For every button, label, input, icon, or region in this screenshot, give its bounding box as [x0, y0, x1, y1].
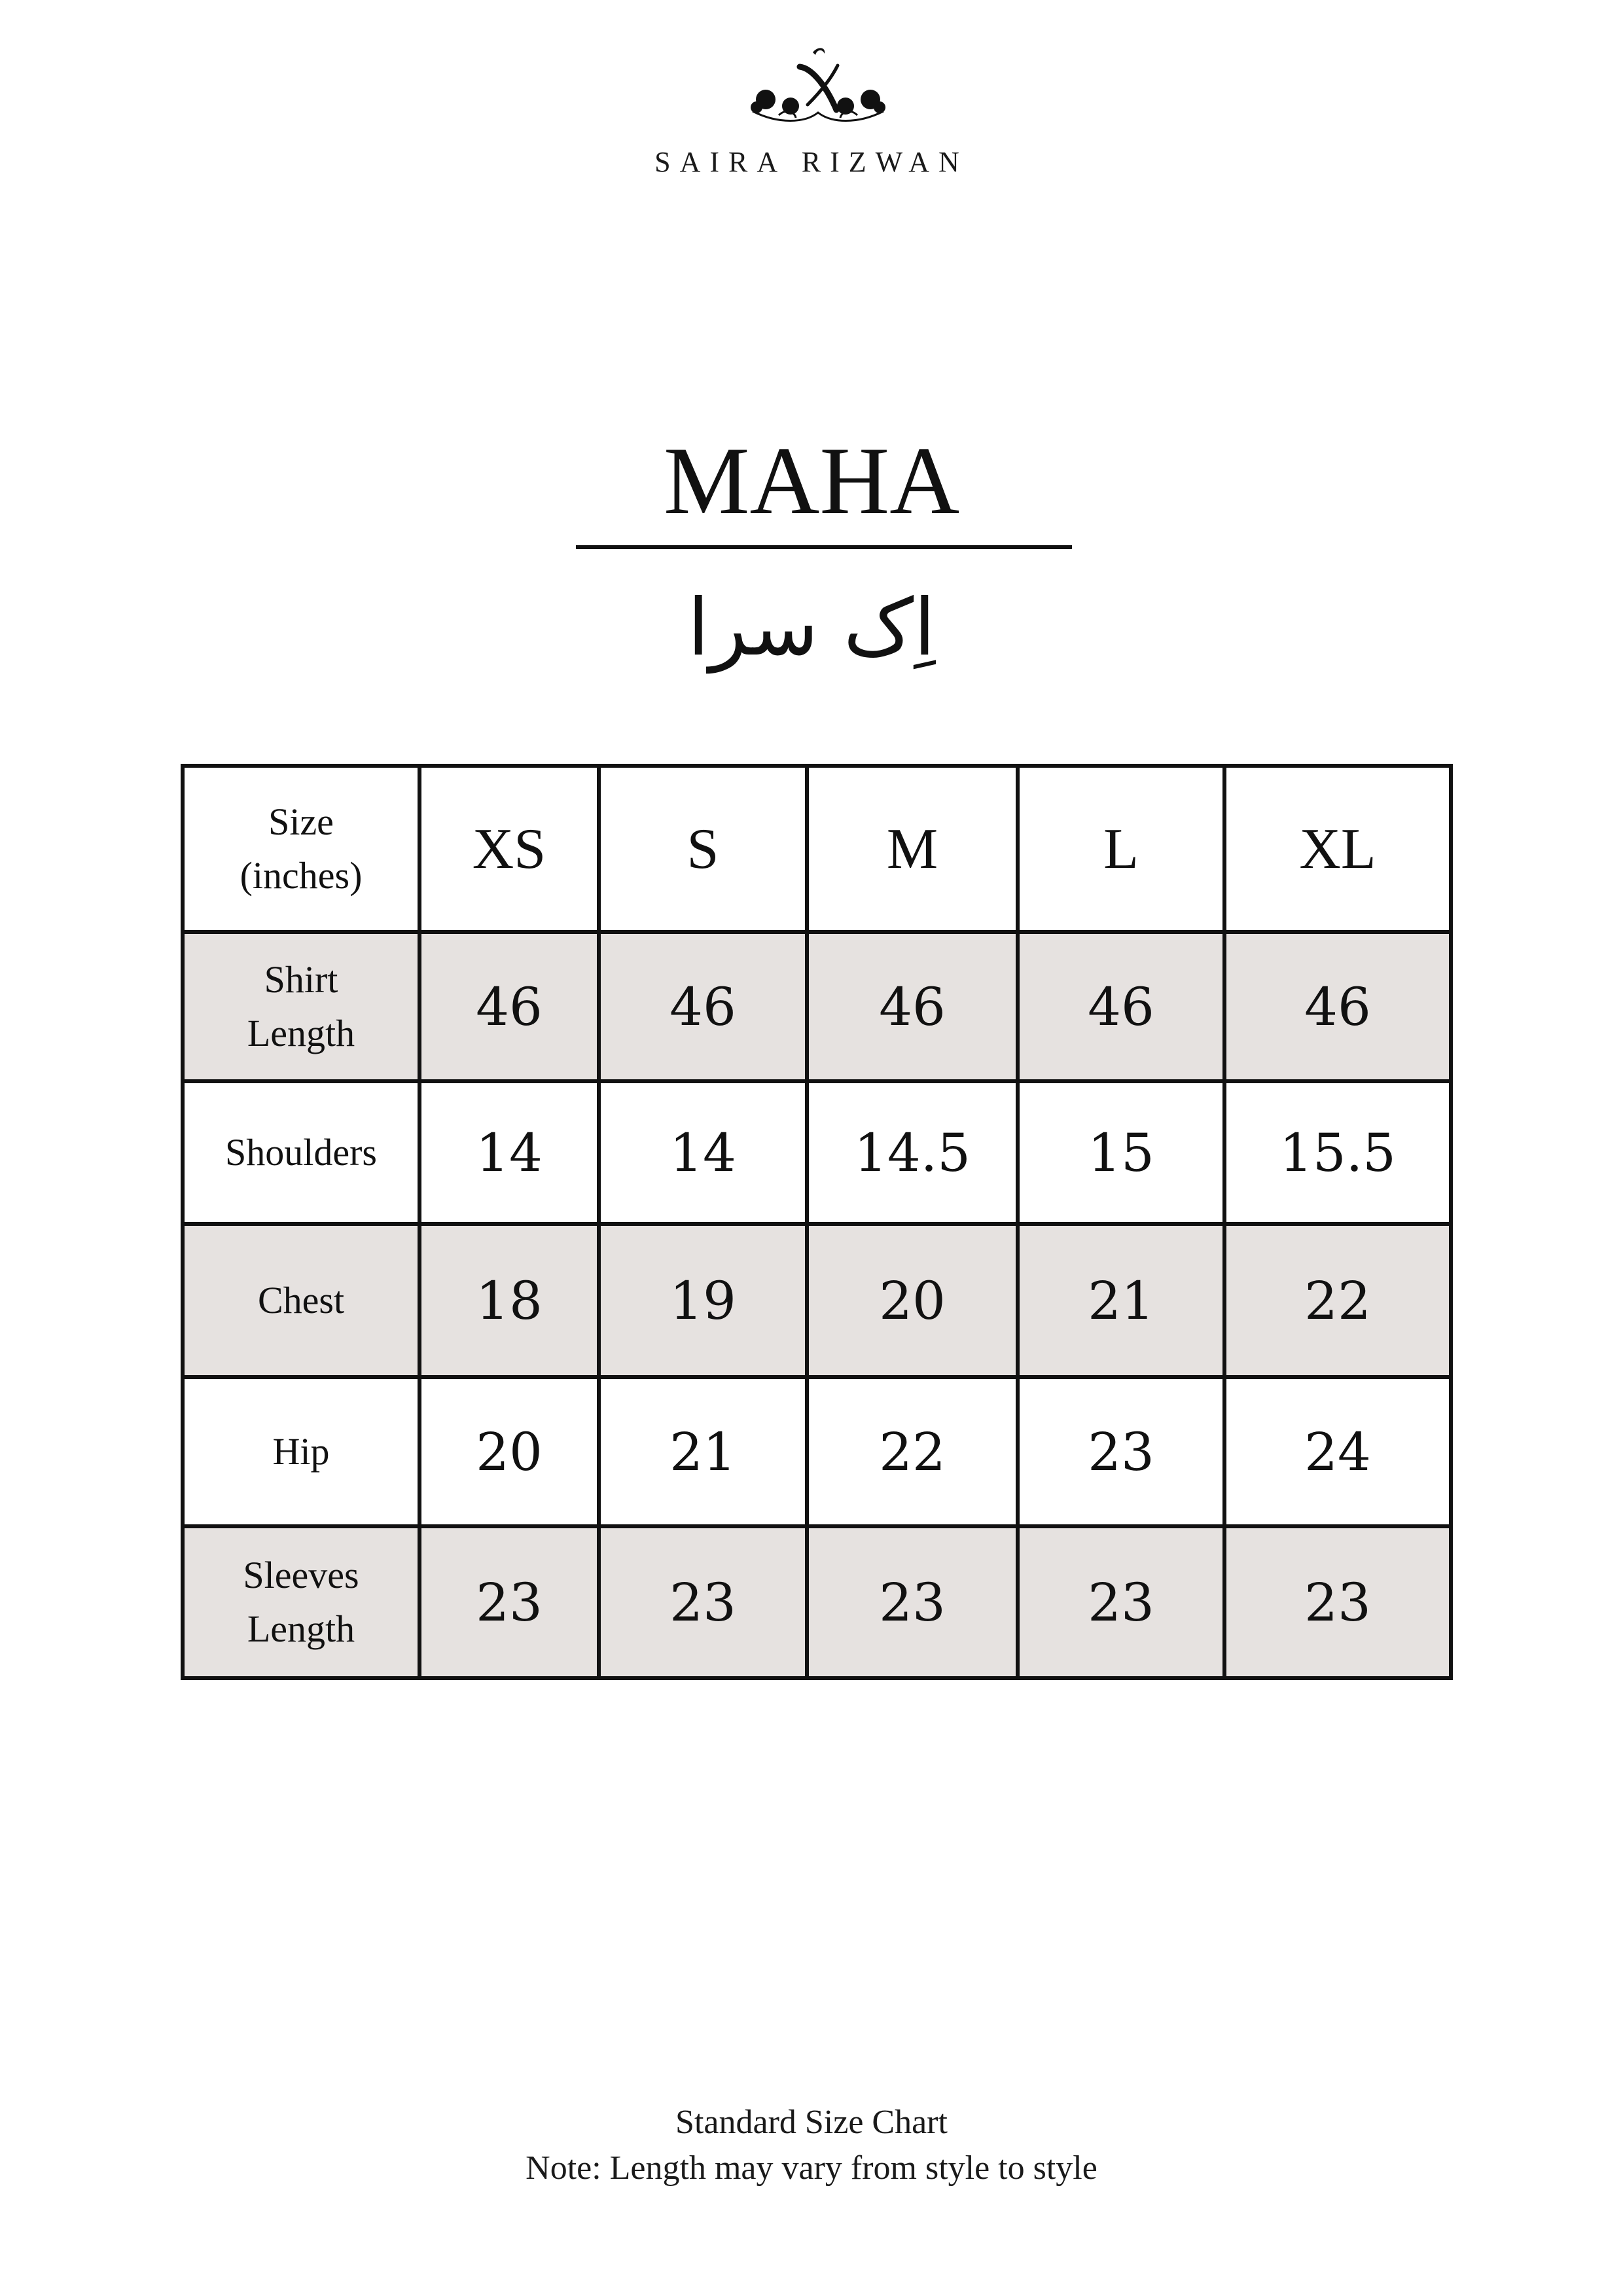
- title-divider: [576, 545, 1072, 549]
- table-row-shoulders: [183, 1081, 1451, 1224]
- row-label: [183, 932, 419, 1081]
- table-cell: 46: [419, 932, 599, 1081]
- row-label-line1: Sleeves: [243, 1554, 359, 1596]
- table-cell: 23: [807, 1526, 1018, 1678]
- row-label-line2: Length: [247, 1607, 355, 1650]
- row-label: [183, 1224, 419, 1377]
- size-header-s: S: [599, 766, 807, 932]
- table-cell: 24: [1224, 1377, 1451, 1526]
- row-label-line1: Hip: [272, 1430, 330, 1473]
- table-cell: 19: [599, 1224, 807, 1377]
- brand-logo: [740, 39, 897, 137]
- corner-label-line2: (inches): [240, 854, 363, 897]
- table-cell: 15: [1018, 1081, 1224, 1224]
- size-header-row: [183, 766, 1451, 932]
- row-label-line1: Shoulders: [225, 1131, 377, 1174]
- table-cell: 46: [807, 932, 1018, 1081]
- table-cell: 23: [599, 1526, 807, 1678]
- table-cell: 18: [419, 1224, 599, 1377]
- table-row-sleeves-length: [183, 1526, 1451, 1678]
- table-cell: 23: [1018, 1526, 1224, 1678]
- row-label-line1: Shirt: [264, 958, 338, 1001]
- floral-monogram-icon: [751, 48, 885, 120]
- table-cell: 46: [1018, 932, 1224, 1081]
- row-label: [183, 1081, 419, 1224]
- row-label-line2: Length: [247, 1012, 355, 1054]
- table-row-hip: [183, 1377, 1451, 1526]
- table-cell: 20: [419, 1377, 599, 1526]
- table-row-shirt-length: [183, 932, 1451, 1081]
- size-header-xl: XL: [1224, 766, 1451, 932]
- urdu-subtitle: اِک سرا: [687, 583, 936, 673]
- product-title: MAHA: [663, 427, 960, 535]
- table-row-chest: [183, 1224, 1451, 1377]
- row-label-line1: Chest: [257, 1279, 345, 1321]
- size-header-m: M: [807, 766, 1018, 932]
- table-cell: 21: [1018, 1224, 1224, 1377]
- size-chart-table: [181, 764, 1453, 1680]
- table-cell: 23: [419, 1526, 599, 1678]
- table-cell: 22: [807, 1377, 1018, 1526]
- footer-title: Standard Size Chart: [675, 2104, 948, 2141]
- table-cell: 21: [599, 1377, 807, 1526]
- table-cell: 14: [419, 1081, 599, 1224]
- row-label: [183, 1526, 419, 1678]
- table-cell: 46: [1224, 932, 1451, 1081]
- size-corner-cell: [183, 766, 419, 932]
- footer-notes: [0, 2100, 1623, 2191]
- row-label: [183, 1377, 419, 1526]
- table-cell: 22: [1224, 1224, 1451, 1377]
- table-cell: 23: [1224, 1526, 1451, 1678]
- size-header-xs: XS: [419, 766, 599, 932]
- footer-note: Note: Length may vary from style to style: [526, 2149, 1097, 2187]
- brand-name: SAIRA RIZWAN: [654, 146, 969, 178]
- table-cell: 20: [807, 1224, 1018, 1377]
- table-cell: 15.5: [1224, 1081, 1451, 1224]
- corner-label-line1: Size: [268, 800, 334, 843]
- table-cell: 23: [1018, 1377, 1224, 1526]
- size-header-l: L: [1018, 766, 1224, 932]
- table-cell: 46: [599, 932, 807, 1081]
- table-cell: 14.5: [807, 1081, 1018, 1224]
- table-cell: 14: [599, 1081, 807, 1224]
